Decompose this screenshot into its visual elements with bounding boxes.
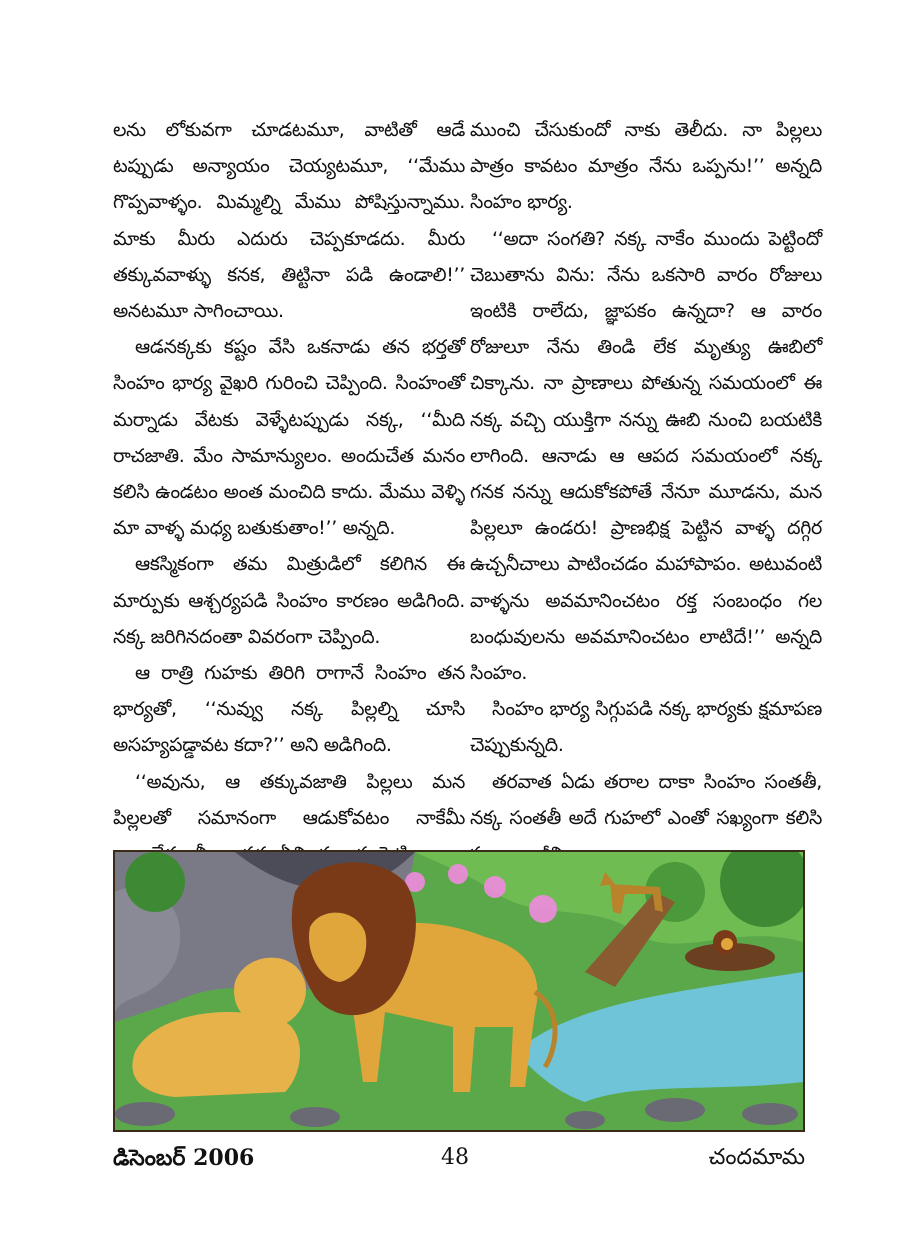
rock <box>645 1098 705 1122</box>
magazine-name: చందమామ <box>708 1145 805 1170</box>
magic-orb <box>529 895 557 923</box>
story-paragraph: ఆకస్మికంగా తమ మిత్రుడిలో కలిగిన ఈ మార్పుకు ఆశ్చర్యపడి సింహం కారణం అడిగింది. నక్క జరిగినదంతా వివరంగా చెప్పింది. <box>113 553 465 648</box>
rock <box>115 1102 175 1126</box>
story-paragraph: తరవాత ఏడు తరాల దాకా సింహం సంతతీ, నక్క సంతతీ అదే గుహలో ఎంతో సఖ్యంగా కలిసి <box>470 770 822 829</box>
page-number: 48 <box>441 1145 469 1170</box>
issue-date: డిసెంబర్ 2006 <box>113 1145 255 1171</box>
story-column-right <box>470 112 822 872</box>
page-footer <box>113 1145 805 1179</box>
story-column-left <box>113 112 465 872</box>
story-paragraph: ‘‘అదా సంగతి? నక్క నాకేం ముందు పెట్టిందో చెబుతాను విను: నేను ఒకసారి వారం రోజులు ఇంటికి రాలేదు, జ్ఞాపకం ఉన్నదా? ఆ వారం రోజులూ నేను తిండి లేక మృత్యు ఊబిలో చిక్కాను. నా ప్రాణాలు పోతున్న సమయంలో ఈ నక్క వచ్చి యుక్తిగా నన్ను ఊబి నుంచి బయటికి లాగింది. ఆనాడు ఆ ఆపద సమయంలో నక్క గనక నన్ను ఆదుకోకపోతే నేనూ మూడను, మన పిల్లలూ ఉండరు! ప్రాణభిక్ష పెట్టిన వాళ్ళ దగ్గిర ఉచ్చనీచాలు పాటించడం మహాపాపం. అటువంటి వాళ్ళను అవమానించటం రక్త సంబంధం గల బంధువులను అవమానించటం లాటిదే!’’ అన్నది సింహం. <box>470 227 822 685</box>
story-paragraph: ఆడనక్కకు కష్టం వేసి ఒకనాడు తన భర్తతో సింహం భార్య వైఖరి గురించి చెప్పింది. సింహంతో మర్నాడు వేటకు వెళ్ళేటప్పుడు నక్క, ‘‘మీది రాచజాతి. మేం సామాన్యులం. అందుచేత మనం కలిసి ఉండటం అంత మంచిది కాదు. మేము వెళ్ళి మా వాళ్ళ మధ్య బతుకుతాం!’’ అన్నది. <box>113 336 465 540</box>
small-lion-face <box>721 938 733 950</box>
story-paragraph: ముంచి చేసుకుందో నాకు తెలీదు. నా పిల్లలు పాత్రం కావటం మాత్రం నేను ఒప్పను!’’ అన్నది సింహం భార్య. <box>470 119 822 214</box>
rock <box>565 1111 605 1129</box>
lion-family-scene <box>115 852 803 1130</box>
magic-orb <box>448 864 468 884</box>
story-paragraph: లను లోకువగా చూడటమూ, వాటితో ఆడే టప్పుడు అన్యాయం చెయ్యటమూ, ‘‘మేము గొప్పవాళ్ళం. మిమ్మల్ని మేము పోషిస్తున్నాము. మాకు మీరు ఎదురు చెప్పకూడదు. మీరు తక్కువవాళ్ళు కనక, తిట్టినా పడి ఉండాలి!’’ అనటమూ సాగించాయి. <box>113 119 465 323</box>
rock <box>290 1107 340 1127</box>
story-illustration <box>113 850 805 1132</box>
magic-orb <box>484 876 506 898</box>
story-paragraph: సింహం భార్య సిగ్గుపడి నక్క భార్యకు క్షమాపణ చెప్పుకున్నది. <box>470 698 822 757</box>
tree <box>125 852 185 912</box>
story-paragraph: ఆ రాత్రి గుహకు తిరిగి రాగానే సింహం తన భార్యతో, ‘‘నువ్వు నక్క పిల్లల్ని చూసి అసహ్యపడ్డావట కదా?’’ అని అడిగింది. <box>113 662 465 757</box>
story-paragraph: ‘‘అవును, ఆ తక్కువజాతి పిల్లలు మన పిల్లలతో సమానంగా ఆడుకోవటం నాకేమీ <box>113 770 465 829</box>
rock <box>742 1103 798 1125</box>
